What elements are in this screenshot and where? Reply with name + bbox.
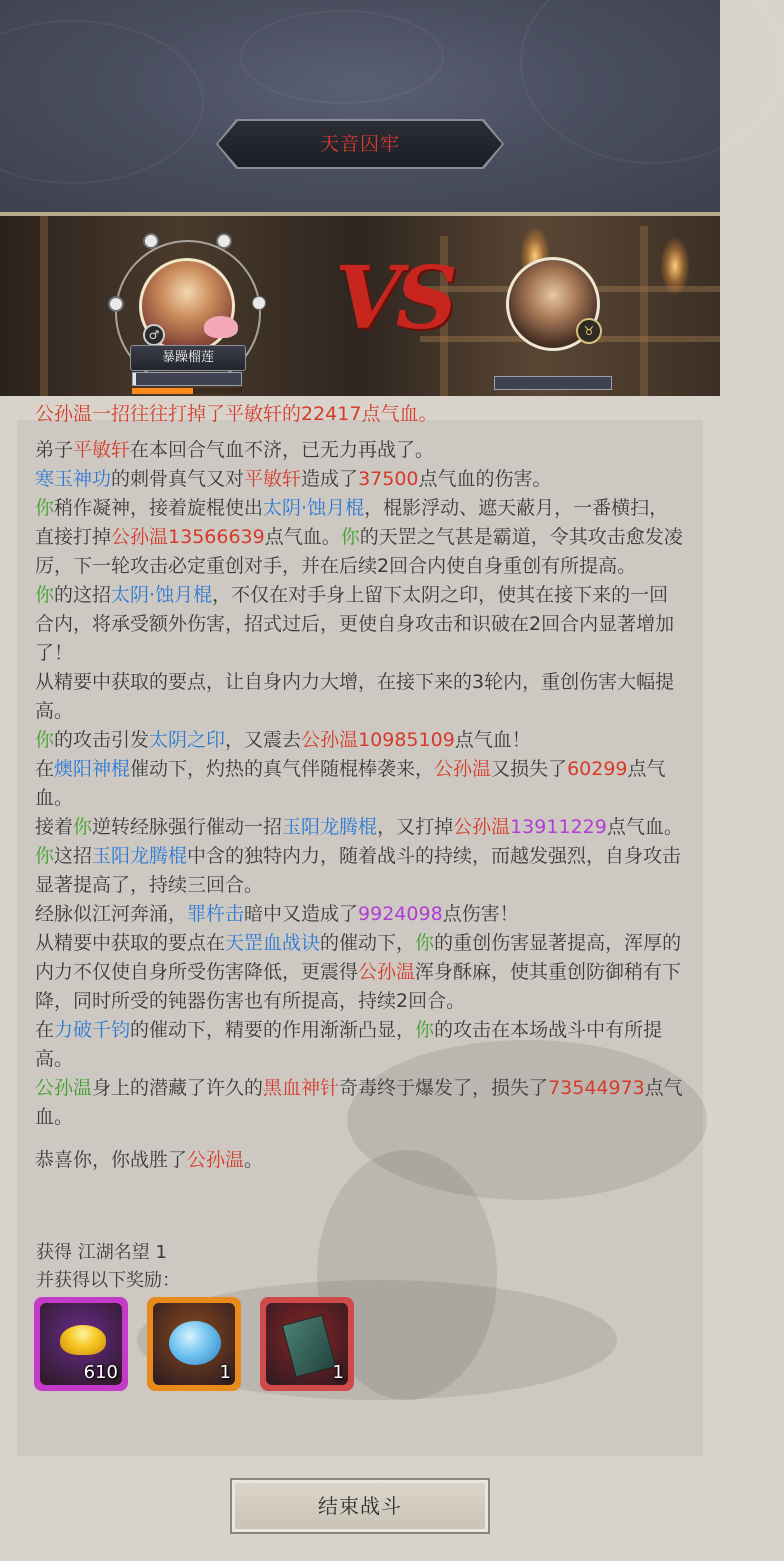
log-segment: 你 [415, 1019, 435, 1041]
log-segment: 你 [340, 526, 360, 548]
log-segment: 公孙温 [111, 526, 169, 548]
log-segment: ，又震去 [225, 729, 302, 751]
log-segment: 你 [415, 932, 435, 954]
ring-node-icon [143, 233, 159, 249]
log-segment: 公孙温 [187, 1149, 245, 1171]
reward-count: 1 [332, 1362, 344, 1383]
reward-intro: 并获得以下奖励： [36, 1270, 180, 1291]
log-line [35, 813, 687, 842]
log-segment: 的催动下，精要的作用渐渐凸显， [130, 1019, 416, 1041]
log-segment: 在 [35, 758, 55, 780]
log-segment: ，又打掉 [377, 816, 454, 838]
end-battle-button[interactable]: 结束战斗 [230, 1478, 490, 1534]
reputation-reward: 获得 江湖名望 1 [36, 1242, 167, 1263]
log-segment: 又损失了 [491, 758, 568, 780]
lantern-light [660, 236, 690, 296]
log-segment: 玉阳龙腾棍 [282, 816, 378, 838]
background-post [40, 216, 48, 396]
reward-item-gold[interactable] [34, 1297, 128, 1391]
gold-ingot-icon [60, 1325, 106, 1355]
header-decoration [240, 10, 444, 104]
log-segment: 恭喜你，你战胜了 [35, 1149, 188, 1171]
log-segment: 黑血神针 [263, 1077, 340, 1099]
top-header [0, 0, 720, 215]
log-segment: 10985109 [358, 729, 455, 751]
log-segment: 的攻击引发 [54, 729, 150, 751]
log-segment: 的攻击在本场战斗中有所提高。 [35, 1019, 663, 1070]
log-line [35, 1016, 687, 1074]
enemy-hp-bar [494, 376, 612, 390]
log-segment: 身上的潜藏了许久的 [92, 1077, 264, 1099]
log-segment: 浑身酥麻，使其重创防御稍有下降，同时所受的钝器伤害也有所提高，持续2回合。 [35, 961, 682, 1012]
cloud-icon [169, 1321, 221, 1365]
log-segment: 点气血。 [264, 526, 341, 548]
player-name: 暴躁榴莲 [130, 345, 246, 371]
log-segment: 你 [35, 584, 55, 606]
vs-emblem: VS [335, 248, 452, 349]
log-segment: 玉阳龙腾棍 [92, 845, 188, 867]
header-decoration [0, 20, 204, 184]
log-line [35, 494, 687, 581]
log-line [35, 929, 687, 1016]
log-cut-line [35, 400, 687, 430]
log-segment: 73544973 [548, 1077, 645, 1099]
log-segment: 逆转经脉强行催动一招 [92, 816, 283, 838]
log-segment: 平敏轩 [73, 439, 131, 461]
log-segment: 公孙温 [453, 816, 511, 838]
log-segment: 在 [35, 1019, 55, 1041]
log-segment: 的天罡之气甚是霸道，令其攻击愈发凌厉，下一轮攻击必定重创对手，并在后续2回合内使自身重创有所提高。 [35, 526, 683, 577]
log-segment: 催动下，灼热的真气伴随棍棒袭来， [130, 758, 435, 780]
log-segment: 中含的独特内力，随着战斗的持续，而越发强烈，自身攻击显著提高了，持续三回合。 [35, 845, 682, 896]
log-segment: 点气血！ [454, 729, 531, 751]
log-segment: 从精要中获取的要点在 [35, 932, 226, 954]
log-cut-text: 公孙温一招往往打掉了平敏轩的22417点气血。 [35, 403, 438, 425]
ring-node-icon [252, 296, 266, 310]
log-segment: 的重创伤害显著提高，浑厚的内力不仅使自身所受伤害降低，更震得 [35, 932, 682, 983]
log-segment: 公孙温 [301, 729, 359, 751]
log-line [35, 436, 687, 465]
ox-badge-icon: ♉ [576, 318, 602, 344]
log-segment: 你 [35, 845, 55, 867]
lotus-icon [204, 316, 238, 338]
log-segment: 燠阳神棍 [54, 758, 131, 780]
log-segment: 13911229 [510, 816, 607, 838]
log-segment: 公孙温 [358, 961, 416, 983]
log-segment: 接着 [35, 816, 74, 838]
log-segment: 点气血的伤害。 [418, 468, 552, 490]
log-segment: 太阴之印 [149, 729, 226, 751]
log-segment: 你 [35, 497, 55, 519]
log-segment: 点气血。 [606, 816, 683, 838]
background-post [640, 226, 648, 396]
log-line [35, 726, 687, 755]
log-line [35, 755, 687, 813]
log-segment: ，不仅在对手身上留下太阴之印，使其在接下来的一回合内，将承受额外伤害，招式过后，更使自身攻击和识破在2回合内显著增加了！ [35, 584, 675, 664]
log-segment: 经脉似江河奔涌， [35, 903, 188, 925]
log-segment: 点伤害！ [442, 903, 519, 925]
battle-log [35, 436, 687, 1175]
log-segment: 力破千钧 [54, 1019, 131, 1041]
log-segment: 这招 [54, 845, 93, 867]
log-segment: 9924098 [358, 903, 443, 925]
log-segment: 稍作凝神，接着旋棍使出 [54, 497, 264, 519]
log-segment: 60299 [567, 758, 628, 780]
reward-item-cloud[interactable] [147, 1297, 241, 1391]
log-segment: 罪杵击 [187, 903, 245, 925]
log-segment: 的催动下， [320, 932, 416, 954]
log-segment: 你 [35, 729, 55, 751]
log-segment: ，棍影浮动、遮天蔽月，一番横扫，直接打掉 [35, 497, 669, 548]
log-segment: 公孙温 [434, 758, 492, 780]
header-decoration [520, 0, 784, 164]
book-icon [282, 1314, 337, 1377]
log-segment: 弟子 [35, 439, 74, 461]
victory-line [35, 1146, 687, 1175]
log-segment: 平敏轩 [244, 468, 302, 490]
reward-count: 1 [219, 1362, 231, 1383]
player-hp-fill [133, 373, 136, 385]
log-segment: 37500 [358, 468, 419, 490]
log-segment: 寒玉神功 [35, 468, 112, 490]
page-title: 天音囚牢 [319, 133, 400, 155]
log-segment: 公孙温 [35, 1077, 93, 1099]
log-segment: 太阴·蚀月棍 [263, 497, 365, 519]
log-segment: 13566639 [168, 526, 265, 548]
log-line [35, 842, 687, 900]
log-line [35, 900, 687, 929]
log-line [35, 581, 687, 668]
log-segment: 的这招 [54, 584, 112, 606]
log-line [35, 465, 687, 494]
log-segment: 造成了 [301, 468, 359, 490]
log-segment: 奇毒终于爆发了，损失了 [339, 1077, 549, 1099]
ring-node-icon [216, 233, 232, 249]
reward-item-book[interactable] [260, 1297, 354, 1391]
log-segment: 太阴·蚀月棍 [111, 584, 213, 606]
ring-node-icon [108, 296, 124, 312]
log-segment: 你 [73, 816, 93, 838]
log-segment: 点气血。 [35, 758, 666, 809]
log-line [35, 1074, 687, 1132]
player-mp-bar [132, 388, 242, 394]
reward-count: 610 [83, 1362, 118, 1383]
log-segment: 从精要中获取的要点，让自身内力大增，在接下来的3轮内，重创伤害大幅提高。 [35, 671, 675, 722]
player-mp-fill [132, 388, 193, 394]
log-segment: 暗中又造成了 [244, 903, 359, 925]
log-segment: 的刺骨真气又对 [111, 468, 245, 490]
log-segment: 天罡血战诀 [225, 932, 321, 954]
male-icon: ♂ [143, 324, 165, 346]
log-gap [35, 1132, 687, 1146]
log-segment: 。 [244, 1149, 264, 1171]
player-hp-bar [132, 372, 242, 386]
log-segment: 在本回合气血不济，已无力再战了。 [130, 439, 435, 461]
log-segment: 点气血。 [35, 1077, 683, 1128]
log-line [35, 668, 687, 726]
